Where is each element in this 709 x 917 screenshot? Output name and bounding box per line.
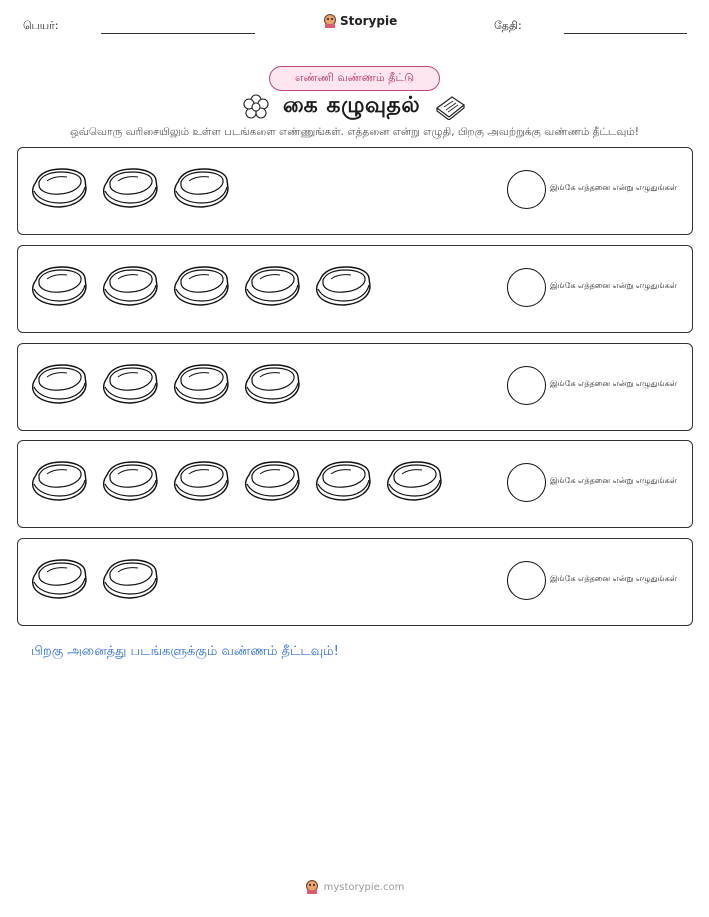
name-line[interactable] <box>101 33 255 34</box>
soap-group <box>30 459 443 503</box>
instructions: ஒவ்வொரு வரிசையிலும் உள்ள படங்களை எண்ணுங்கள். எத்தனை என்று எழுதி, பிறகு அவற்றுக்கு வண்ணம் தீட்டவும்! <box>70 126 639 138</box>
count-row <box>17 440 693 528</box>
answer-circle[interactable] <box>507 366 546 405</box>
soap-group <box>30 557 159 601</box>
soap-icon[interactable] <box>30 264 88 308</box>
soap-group <box>30 264 372 308</box>
soap-icon[interactable] <box>385 459 443 503</box>
brand <box>323 13 397 29</box>
flower-icon <box>243 94 269 120</box>
soap-icon[interactable] <box>101 459 159 503</box>
answer-label: இங்கே எத்தனை என்று எழுதுங்கள் <box>550 281 677 290</box>
soap-icon[interactable] <box>30 459 88 503</box>
activity-badge: எண்ணி வண்ணம் தீட்டு <box>269 66 440 91</box>
answer-circle[interactable] <box>507 170 546 209</box>
title-row <box>0 90 709 124</box>
answer-label: இங்கே எத்தனை என்று எழுதுங்கள் <box>550 476 677 485</box>
date-line[interactable] <box>564 33 687 34</box>
footer-url: mystorypie.com <box>323 881 405 893</box>
soap-icon[interactable] <box>172 264 230 308</box>
soap-group <box>30 362 301 406</box>
storypie-logo <box>323 13 337 29</box>
soap-icon[interactable] <box>101 166 159 210</box>
count-row <box>17 343 693 431</box>
brand-name: Storypie <box>340 14 398 28</box>
soap-icon[interactable] <box>172 362 230 406</box>
soap-icon[interactable] <box>101 362 159 406</box>
soap-group <box>30 166 230 210</box>
footer-brand <box>0 879 709 895</box>
soap-icon[interactable] <box>314 459 372 503</box>
soap-icon[interactable] <box>101 557 159 601</box>
page-title: கை கழுவுதல் <box>282 93 421 118</box>
soap-icon[interactable] <box>243 264 301 308</box>
count-row <box>17 538 693 626</box>
answer-circle[interactable] <box>507 561 546 600</box>
soap-icon[interactable] <box>314 264 372 308</box>
soap-icon[interactable] <box>172 166 230 210</box>
count-row <box>17 245 693 333</box>
date-label: தேதி: <box>494 19 522 32</box>
answer-circle[interactable] <box>507 463 546 502</box>
footer-note: பிறகு அனைத்து படங்களுக்கும் வண்ணம் தீட்டவும்! <box>31 644 339 659</box>
soap-icon[interactable] <box>172 459 230 503</box>
answer-label: இங்கே எத்தனை என்று எழுதுங்கள் <box>550 379 677 388</box>
soap-icon[interactable] <box>30 166 88 210</box>
soap-icon[interactable] <box>101 264 159 308</box>
answer-label: இங்கே எத்தனை என்று எழுதுங்கள் <box>550 183 677 192</box>
storypie-logo <box>305 879 319 895</box>
soap-icon[interactable] <box>30 362 88 406</box>
answer-label: இங்கே எத்தனை என்று எழுதுங்கள் <box>550 574 677 583</box>
soap-bar-icon <box>434 94 466 120</box>
soap-icon[interactable] <box>243 459 301 503</box>
soap-icon[interactable] <box>243 362 301 406</box>
answer-circle[interactable] <box>507 268 546 307</box>
soap-icon[interactable] <box>30 557 88 601</box>
name-label: பெயர்: <box>23 19 59 32</box>
count-row <box>17 147 693 235</box>
